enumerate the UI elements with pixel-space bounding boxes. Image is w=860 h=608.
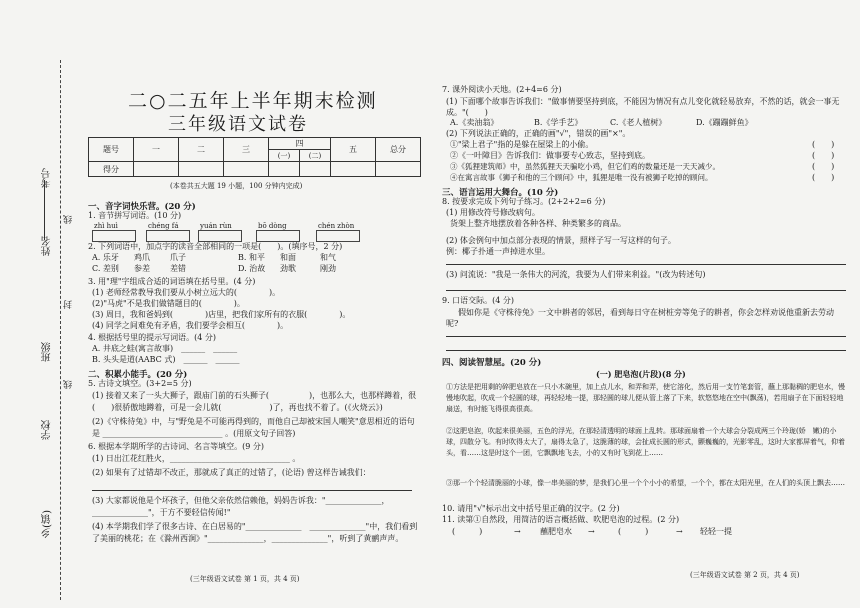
q8: 8. 按要求完成下列句子练习。(2+2+2=6 分) (442, 197, 606, 206)
q6: 6. 根据本学期所学的古诗词、名言等填空。(9 分) (88, 442, 265, 451)
township-label: 乡(镇) (42, 510, 53, 538)
name-label: 姓名 (42, 236, 53, 256)
school-label: 学校 (42, 420, 53, 440)
section-3-title: 三、语言运用大舞台。(10 分) (442, 188, 559, 198)
section-2-title: 二、积累小能手。(20 分) (88, 370, 188, 380)
q10: 10. 请用"√"标示出文中括号里正确的汉字。(2 分) (442, 504, 620, 513)
instructions: (本卷共五大题 19 小题，100 分钟内完成) (170, 182, 303, 190)
seal-mark-seal: 封 (64, 300, 74, 309)
q3: 3. 用"理"字组成合适的词语填在括号里。(4 分) (88, 277, 256, 286)
q9: 9. 口语交际。(4 分) (442, 296, 515, 305)
score-table: 题号 一 二 三 四 五 总分 (一) (二) 得分 (88, 137, 421, 177)
page-1-footer: (三年级语文试卷 第 1 页，共 4 页) (190, 575, 300, 583)
page-2-footer: (三年级语文试卷 第 2 页，共 4 页) (690, 571, 800, 579)
q4: 4. 根据括号里的提示写词语。(4 分) (88, 333, 217, 342)
passage-para-3: ③那一个个轻清脆丽的小球，像一串美丽的梦，是我们心里一个个小小的希望，一个个，都在太阳光里，在人们的头顶上飘去…… (446, 479, 845, 487)
exam-number-label: 考号 (42, 168, 53, 188)
passage-title: (一) 肥皂泡(片段)(8 分) (596, 369, 686, 379)
section-4-title: 四、阅读智慧屋。(20 分) (442, 358, 542, 368)
seal-mark-line-2: 线 (64, 380, 74, 389)
q11: 11. 读第①自然段，用简洁的语言概括做、吹肥皂泡的过程。(2 分) (442, 515, 680, 524)
passage-para-1: ①方法是把用剩的碎肥皂放在一只小木碗里，加上点儿水，和弄和弄，使它溶化，然后用一支竹笔套管，蘸上那黏稠的肥皂水，慢慢地吹起，吹成一个轻圆的球，再轻轻地一提，那轻圆的球儿便从管上落了下来，软悠悠地在空中(飘荡)，若用扇子在下面轻轻地扇送，有时能飞得很高很高。 (446, 383, 845, 413)
q1: 1. 音节拼写词语。(10 分) (88, 211, 182, 220)
exam-subtitle: 三年级语文试卷 (168, 114, 308, 135)
exam-title: 二○二五年上半年期末检测 (128, 90, 378, 112)
passage-para-2: ②这肥皂泡，吹起来很美丽，五色的浮光，在那轻清透明的球面上乱转。那球面扇着一个大球会分裂成两三个玲珑(娇 嫩)的小球，四散分飞。有时吹得太大了，扇得太急了，这脆薄的球，会扯成长圆的形式，颤巍巍的，光影零乱，这时大家都屏着气，仰着头，看……这是时这个一团，它飘飘地飞去，小的又有时飞到花上…… (446, 427, 845, 457)
seal-mark-line: 线 (64, 215, 74, 224)
q5: 5. 古诗文填空。(3+2=5 分) (88, 379, 192, 388)
section-1-title: 一、音字词快乐营。(20 分) (88, 202, 196, 212)
q7: 7. 课外阅读小天地。(2+4=6 分) (442, 85, 562, 94)
class-label: 班级 (42, 342, 53, 362)
seal-line (60, 60, 61, 600)
q2: 2. 下列词语中，加点字的读音全部相同的一项是( )。(填序号，2 分) (88, 242, 343, 251)
